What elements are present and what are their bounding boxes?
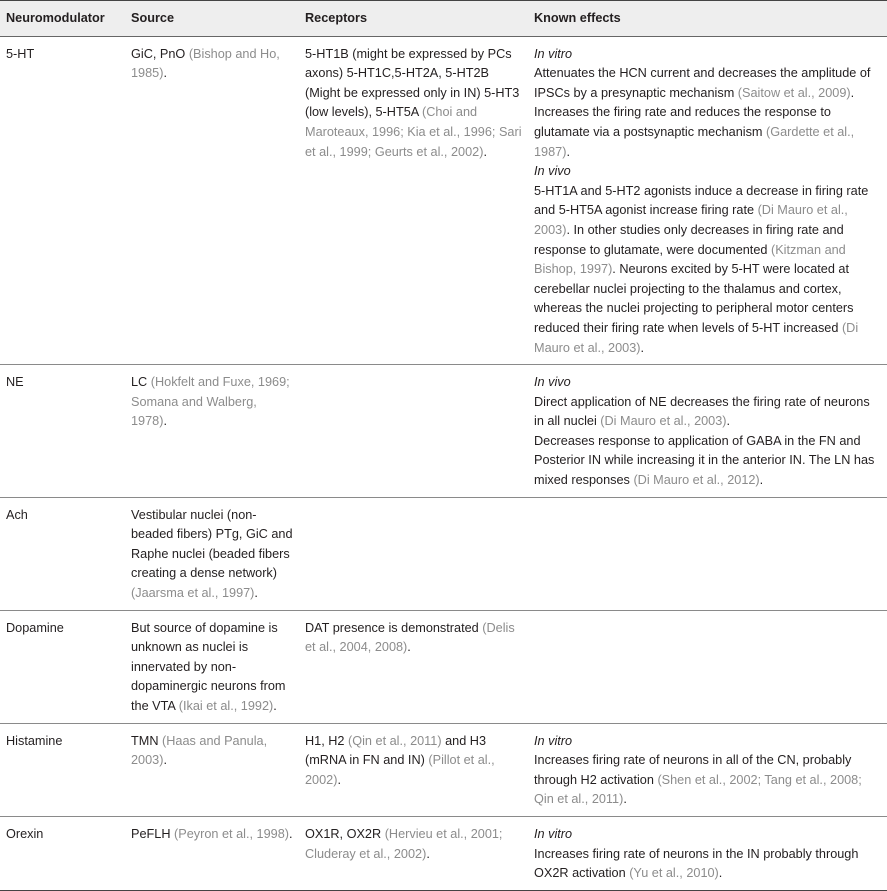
effect-text: Increases firing rate of neurons in the IN probably through OX2R activation bbox=[534, 846, 859, 881]
citation: (Hervieu et al., 2001; Cluderay et al., 2002) bbox=[305, 826, 503, 861]
cell-neuromodulator: 5-HT bbox=[0, 36, 125, 365]
cell-receptors bbox=[299, 723, 528, 816]
citation: (Yu et al., 2010) bbox=[629, 866, 719, 881]
citation: (Di Mauro et al., 2012) bbox=[633, 473, 760, 488]
source-text: . bbox=[273, 699, 277, 713]
source-text: Vestibular nuclei (non-beaded fibers) PTg, GiC and Raphe nuclei (beaded fibers creating a dense network) bbox=[131, 507, 293, 581]
citation: (Kitzman and Bishop, 1997) bbox=[534, 242, 846, 277]
cell-source bbox=[125, 365, 299, 498]
receptors-text: OX1R, OX2R bbox=[305, 826, 385, 841]
source-text: . bbox=[163, 753, 167, 768]
cell-known-effects bbox=[528, 497, 887, 610]
source-text: . bbox=[254, 586, 258, 601]
cell-receptors bbox=[299, 365, 528, 498]
table-row bbox=[0, 816, 887, 890]
source-text: . bbox=[163, 66, 167, 81]
effect-text: Direct application of NE decreases the firing rate of neurons in all nuclei bbox=[534, 394, 870, 429]
citation: (Shen et al., 2002; Tang et al., 2008; Qin et al., 2011) bbox=[534, 772, 862, 807]
cell-neuromodulator: Orexin bbox=[0, 816, 125, 890]
cell-known-effects bbox=[528, 723, 887, 816]
cell-receptors bbox=[299, 36, 528, 365]
citation: (Jaarsma et al., 1997) bbox=[131, 586, 255, 601]
receptors-text: and H3 (mRNA in FN and IN) bbox=[305, 733, 487, 768]
citation: (Saitow et al., 2009) bbox=[737, 85, 851, 100]
citation: (Hokfelt and Fuxe, 1969; Somana and Walberg, 1978) bbox=[131, 375, 290, 429]
header-neuromodulator: Neuromodulator bbox=[0, 1, 125, 37]
table-row bbox=[0, 36, 887, 365]
header-receptors: Receptors bbox=[299, 1, 528, 37]
citation: (Peyron et al., 1998) bbox=[174, 826, 289, 841]
effect-text: Decreases response to application of GABA in the FN and Posterior IN while increasing it in the anterior IN. The LN has mixed responses bbox=[534, 433, 875, 488]
cell-source bbox=[125, 723, 299, 816]
effect-text: 5-HT1A and 5-HT2 agonists induce a decrease in firing rate and 5-HT5A agonist increase firing rate bbox=[534, 183, 869, 218]
receptors-text: DAT presence is demonstrated bbox=[305, 620, 483, 635]
cell-source bbox=[125, 816, 299, 890]
effect-text: . bbox=[850, 85, 855, 100]
citation: (Di Mauro et al., 2003) bbox=[534, 320, 859, 355]
table-row bbox=[0, 497, 887, 610]
effect-paragraph bbox=[534, 64, 881, 103]
effect-text: . bbox=[759, 473, 764, 488]
effect-text: . bbox=[718, 866, 723, 881]
effect-text: . Neurons excited by 5-HT were located at cerebellar nuclei projecting to the thalamus and cortex, whereas the nuclei projecting to peripheral motor centers reduced their firing rate when levels of 5-HT increased bbox=[534, 262, 854, 335]
receptors-text: . bbox=[426, 846, 430, 861]
receptors-text: . bbox=[407, 640, 411, 655]
citation: (Di Mauro et al., 2003) bbox=[534, 203, 848, 237]
effect-text: Attenuates the HCN current and decreases the amplitude of IPSCs by a presynaptic mechanism bbox=[534, 66, 871, 100]
cell-source bbox=[125, 497, 299, 610]
effect-paragraph bbox=[534, 182, 881, 358]
cell-neuromodulator: NE bbox=[0, 365, 125, 498]
effect-text: Increases firing rate of neurons in all of the CN, probably through H2 activation bbox=[534, 753, 852, 787]
citation: (Haas and Panula, 2003) bbox=[131, 733, 268, 768]
citation: (Di Mauro et al., 2003) bbox=[600, 414, 727, 429]
effect-paragraph bbox=[534, 825, 881, 845]
citation: (Ikai et al., 1992) bbox=[178, 699, 274, 713]
effect-text: Increases the firing rate and reduces the response to glutamate via a postsynaptic mechanism bbox=[534, 105, 831, 139]
receptors-text: 5-HT1B (might be expressed by PCs axons) 5-HT1C,5-HT2A, 5-HT2B (Might be expressed only in IN) 5-HT3 (low levels), 5-HT5A bbox=[305, 46, 520, 120]
citation: (Delis et al., 2004, 2008) bbox=[305, 620, 515, 655]
receptors-text: . bbox=[483, 144, 487, 159]
cell-known-effects bbox=[528, 816, 887, 890]
cell-source bbox=[125, 36, 299, 365]
condition-label: In vitro bbox=[534, 826, 573, 841]
table-row bbox=[0, 365, 887, 498]
table-row bbox=[0, 610, 887, 723]
cell-known-effects bbox=[528, 365, 887, 498]
citation: (Qin et al., 2011) bbox=[348, 733, 442, 748]
receptors-text: . bbox=[337, 772, 341, 787]
table-header bbox=[0, 1, 887, 37]
condition-label: In vivo bbox=[534, 375, 571, 390]
header-known-effects: Known effects bbox=[528, 1, 887, 37]
cell-source bbox=[125, 610, 299, 723]
effect-text: . bbox=[623, 792, 627, 807]
condition-label: In vitro bbox=[534, 46, 573, 61]
citation: (Choi and Maroteaux, 1996; Kia et al., 1996; Sari et al., 1999; Geurts et al., 2002) bbox=[305, 105, 522, 159]
header-source: Source bbox=[125, 1, 299, 37]
citation: (Pillot et al., 2002) bbox=[305, 753, 495, 787]
cell-known-effects bbox=[528, 36, 887, 365]
source-text: But source of dopamine is unknown as nuclei is innervated by non-dopaminergic neurons from the VTA bbox=[131, 620, 286, 713]
effect-text: . bbox=[640, 340, 645, 355]
effect-paragraph bbox=[534, 393, 881, 432]
cell-receptors bbox=[299, 816, 528, 890]
effect-paragraph bbox=[534, 432, 881, 491]
cell-known-effects bbox=[528, 610, 887, 723]
citation: (Gardette et al., 1987) bbox=[534, 124, 855, 159]
table-body bbox=[0, 36, 887, 890]
condition-label: In vitro bbox=[534, 733, 573, 748]
condition-label: In vivo bbox=[534, 164, 571, 179]
cell-neuromodulator: Dopamine bbox=[0, 610, 125, 723]
effect-paragraph bbox=[534, 732, 881, 752]
effect-paragraph bbox=[534, 751, 881, 810]
effect-text: . In other studies only decreases in firing rate and response to glutamate, were documented bbox=[534, 222, 844, 257]
effect-paragraph bbox=[534, 373, 881, 393]
header-row bbox=[0, 1, 887, 37]
cell-receptors bbox=[299, 610, 528, 723]
source-text: . bbox=[163, 414, 167, 429]
source-text: . bbox=[288, 826, 293, 841]
effect-text: . bbox=[566, 144, 570, 159]
receptors-text: H1, H2 bbox=[305, 733, 349, 748]
source-text: LC bbox=[131, 375, 151, 390]
cell-neuromodulator: Ach bbox=[0, 497, 125, 610]
source-text: TMN bbox=[131, 733, 163, 748]
source-text: PeFLH bbox=[131, 826, 175, 841]
table-row bbox=[0, 723, 887, 816]
cell-receptors bbox=[299, 497, 528, 610]
cell-neuromodulator: Histamine bbox=[0, 723, 125, 816]
effect-paragraph bbox=[534, 45, 881, 65]
effect-paragraph bbox=[534, 162, 881, 182]
effect-paragraph bbox=[534, 103, 881, 162]
effect-text: . bbox=[726, 414, 731, 429]
citation: (Bishop and Ho, 1985) bbox=[131, 46, 280, 81]
source-text: GiC, PnO bbox=[131, 46, 189, 61]
